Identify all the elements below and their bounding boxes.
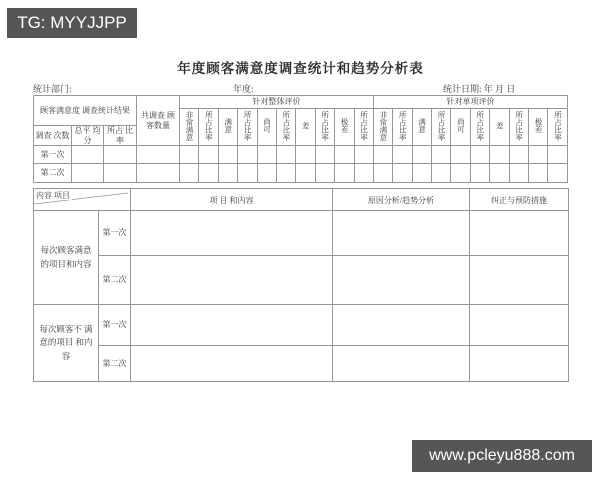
empty-cell	[257, 164, 276, 183]
empty-cell	[333, 211, 470, 256]
empty-cell	[315, 146, 334, 164]
empty-cell	[199, 164, 218, 183]
satisfaction-statistics-table	[33, 95, 568, 183]
overall-col-header: 所占比率	[354, 109, 373, 146]
empty-cell	[131, 346, 333, 382]
form-title: 年度顾客满意度调查统计和趋势分析表	[177, 61, 424, 76]
overall-eval-header-cell: 针对整体评价	[180, 96, 374, 109]
empty-cell	[470, 346, 569, 382]
empty-cell	[529, 146, 548, 164]
corner-header-cell	[34, 189, 131, 211]
empty-cell	[451, 146, 470, 164]
empty-cell	[276, 146, 295, 164]
meta-department-label: 统计部门:	[33, 84, 72, 94]
row-label-first: 第一次	[99, 211, 131, 256]
overall-col-header: 差	[296, 109, 315, 146]
overall-col-header: 尚可	[257, 109, 276, 146]
empty-cell	[432, 146, 451, 164]
empty-cell	[509, 164, 528, 183]
empty-cell	[490, 164, 509, 183]
empty-cell	[238, 164, 257, 183]
empty-cell	[354, 146, 373, 164]
empty-cell	[335, 146, 354, 164]
empty-cell	[333, 305, 470, 346]
empty-cell	[470, 305, 569, 346]
meta-row	[33, 82, 568, 94]
result-header-cell: 顾客满意度 调查统计结果	[34, 96, 137, 126]
empty-cell	[451, 164, 470, 183]
item-col-header: 所占比率	[470, 109, 489, 146]
empty-cell	[354, 164, 373, 183]
row-label-second: 第二次	[99, 346, 131, 382]
empty-cell	[470, 164, 489, 183]
analysis-table	[33, 188, 569, 382]
row-label-first: 第一次	[34, 146, 72, 164]
empty-cell	[373, 164, 392, 183]
header-corrective-measures: 纠正与预防措施	[470, 189, 569, 211]
item-col-header: 差	[490, 109, 509, 146]
item-col-header: 所占比率	[548, 109, 568, 146]
watermark-top-left-text: TG: MYYJJPP	[17, 13, 127, 32]
empty-cell	[257, 146, 276, 164]
empty-cell	[104, 164, 137, 183]
empty-cell	[335, 164, 354, 183]
empty-cell	[333, 346, 470, 382]
empty-cell	[315, 164, 334, 183]
empty-cell	[412, 164, 431, 183]
empty-cell	[180, 164, 199, 183]
watermark-bottom-right-text: www.pcleyu888.com	[429, 447, 575, 464]
empty-cell	[432, 164, 451, 183]
empty-cell	[199, 146, 218, 164]
item-col-header: 极差	[529, 109, 548, 146]
header-item-content: 项 目 和内容	[131, 189, 333, 211]
overall-col-header: 所占比率	[276, 109, 295, 146]
item-eval-header-cell: 针对单项评价	[373, 96, 567, 109]
group-label-satisfied: 每次顾客满意 的项目和内容	[34, 211, 99, 305]
overall-col-header: 所占比率	[199, 109, 218, 146]
empty-cell	[238, 146, 257, 164]
row-label-second: 第二次	[34, 164, 72, 183]
header-cause-trend-analysis: 原因分析/趋势分析	[333, 189, 470, 211]
empty-cell	[72, 164, 104, 183]
empty-cell	[548, 146, 568, 164]
item-col-header: 尚可	[451, 109, 470, 146]
empty-cell	[296, 164, 315, 183]
overall-col-header: 满意	[218, 109, 237, 146]
corner-header-label: 内容 项目	[36, 191, 70, 200]
empty-cell	[470, 146, 489, 164]
meta-year-label: 年度:	[233, 84, 254, 94]
overall-col-header: 非常满意	[180, 109, 199, 146]
empty-cell	[529, 164, 548, 183]
meta-date-label: 统计日期: 年 月 日	[443, 84, 516, 94]
empty-cell	[131, 211, 333, 256]
empty-cell	[180, 146, 199, 164]
empty-cell	[131, 256, 333, 305]
empty-cell	[333, 256, 470, 305]
empty-cell	[104, 146, 137, 164]
empty-cell	[470, 211, 569, 256]
item-col-header: 所占比率	[432, 109, 451, 146]
group-label-dissatisfied: 每次顾客不 满意的项目 和内容	[34, 305, 99, 382]
watermark-top-left	[7, 8, 137, 38]
sub-header-average-score: 总平 均分	[72, 126, 104, 146]
empty-cell	[490, 146, 509, 164]
overall-col-header: 所占比率	[315, 109, 334, 146]
empty-cell	[393, 146, 412, 164]
total-customers-header-cell: 共调查 顾客数量	[137, 96, 180, 146]
empty-cell	[393, 164, 412, 183]
empty-cell	[548, 164, 568, 183]
item-col-header: 非常满意	[373, 109, 392, 146]
row-label-first: 第一次	[99, 305, 131, 346]
empty-cell	[276, 164, 295, 183]
sub-header-survey-count: 调查 次数	[34, 126, 72, 146]
empty-cell	[509, 146, 528, 164]
empty-cell	[131, 305, 333, 346]
overall-col-header: 极差	[335, 109, 354, 146]
overall-col-header: 所占比率	[238, 109, 257, 146]
sub-header-ratio: 所占 比率	[104, 126, 137, 146]
item-col-header: 所占比率	[393, 109, 412, 146]
empty-cell	[72, 146, 104, 164]
item-col-header: 所占比率	[509, 109, 528, 146]
empty-cell	[137, 146, 180, 164]
empty-cell	[218, 164, 237, 183]
empty-cell	[137, 164, 180, 183]
watermark-bottom-right	[412, 440, 592, 472]
item-col-header: 满意	[412, 109, 431, 146]
row-label-second: 第二次	[99, 256, 131, 305]
empty-cell	[412, 146, 431, 164]
empty-cell	[296, 146, 315, 164]
empty-cell	[470, 256, 569, 305]
empty-cell	[373, 146, 392, 164]
empty-cell	[218, 146, 237, 164]
